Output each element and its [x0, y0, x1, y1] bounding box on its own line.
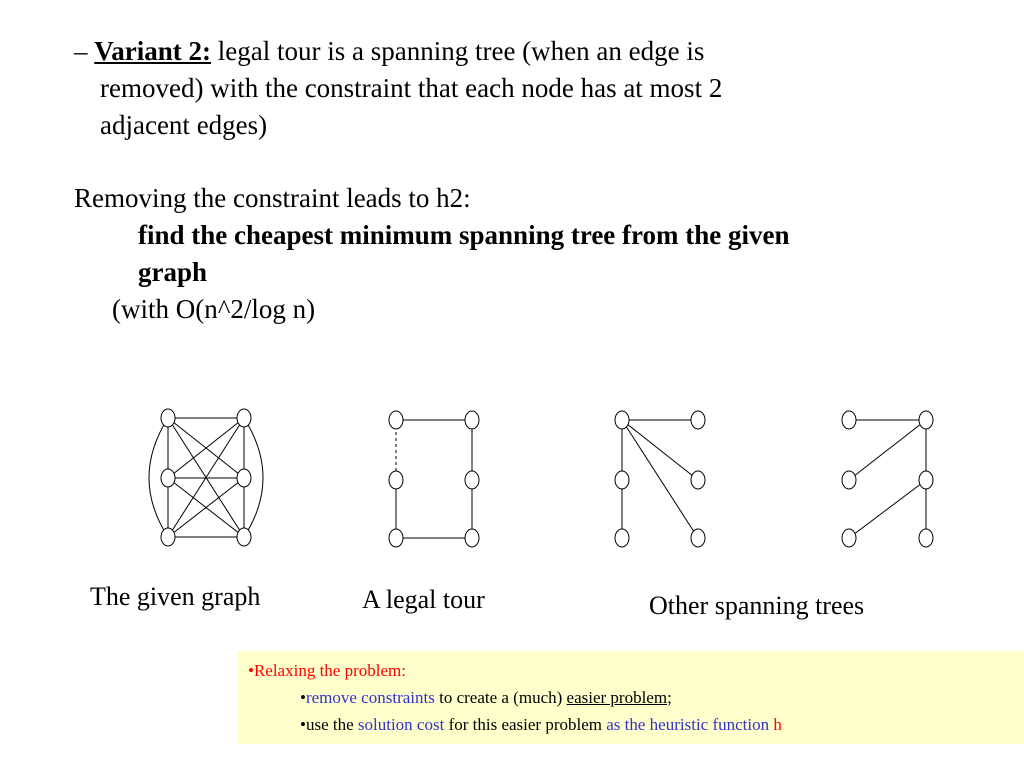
note-h: h [773, 715, 782, 734]
caption-given-graph: The given graph [90, 582, 261, 611]
note-item-solution-cost [300, 714, 782, 736]
note-text: •use the [300, 715, 358, 734]
variant-line-2: removed) with the constraint that each node has at most 2 [100, 73, 723, 103]
graph-diagrams [0, 400, 1024, 560]
legal-tour-nodes [389, 411, 479, 547]
relaxing-note-box [238, 651, 1024, 744]
caption-legal-tour: A legal tour [362, 585, 485, 614]
spanning-tree-2-nodes [842, 411, 933, 547]
variant-text-1: legal tour is a spanning tree (when an edge is [211, 36, 705, 66]
variant-line-1 [74, 33, 704, 70]
note-text: ; [667, 688, 672, 707]
note-heuristic-function: as the heuristic function [606, 715, 770, 734]
note-item-remove-constraints [300, 687, 672, 709]
note-easier-problem: easier problem [566, 688, 668, 707]
note-remove-constraints: remove constraints [305, 688, 435, 707]
h2-definition-line-2: graph [138, 257, 208, 287]
legal-tour-diagram [389, 411, 479, 547]
spanning-tree-1-diagram [615, 411, 705, 547]
variant-label: Variant 2: [94, 36, 212, 66]
variant-line-3: adjacent edges) [100, 110, 268, 140]
h2-definition-line-1: find the cheapest minimum spanning tree from the given [138, 220, 790, 250]
dash: – [74, 36, 95, 66]
note-bullet: • [300, 688, 306, 707]
note-text: to create a (much) [434, 688, 567, 707]
caption-other-spanning-trees: Other spanning trees [649, 591, 865, 620]
spanning-tree-2-diagram [842, 411, 933, 547]
note-heading: •Relaxing the problem: [248, 661, 406, 680]
note-solution-cost: solution cost [357, 715, 445, 734]
complexity-line: (with O(n^2/log n) [112, 294, 316, 324]
given-graph-diagram [149, 409, 263, 546]
removing-constraint-line: Removing the constraint leads to h2: [74, 183, 471, 213]
note-text: for this easier problem [444, 715, 607, 734]
